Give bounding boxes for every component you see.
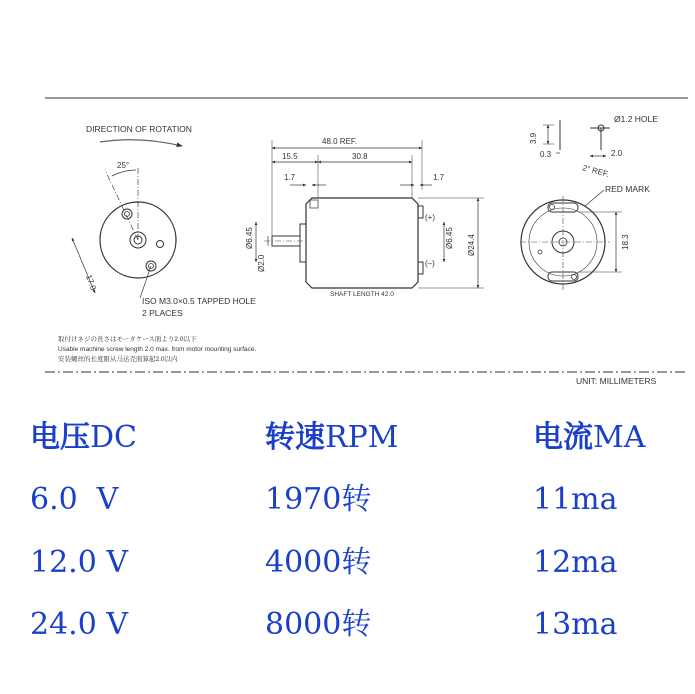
row3-speed: 8000转 bbox=[265, 607, 372, 642]
note-chinese: 安装螺丝的长度限从马达壳面算起2.0以内 bbox=[58, 356, 178, 363]
hole-1-2-label: Ø1.2 HOLE bbox=[614, 114, 658, 124]
dim-1-7-right-label: 1.7 bbox=[433, 173, 445, 182]
note-english: Usable machine screw length 2.0 max. from motor mounting surface. bbox=[58, 346, 257, 353]
dim-30-8-label: 30.8 bbox=[352, 152, 368, 161]
ref-48-label: 48.0 REF. bbox=[322, 137, 358, 146]
row2-voltage: 12.0 V bbox=[30, 545, 128, 580]
front-view-left bbox=[58, 124, 257, 363]
red-mark-label: RED MARK bbox=[605, 184, 650, 194]
row1-voltage: 6.0 V bbox=[30, 482, 119, 517]
unit-label: UNIT: MILLIMETERS bbox=[576, 376, 657, 386]
row2-speed: 4000转 bbox=[265, 545, 372, 580]
row3-current: 13ma bbox=[533, 607, 618, 642]
row2-current: 12ma bbox=[533, 545, 618, 580]
dim-2-0-terminal-label: 2.0 bbox=[611, 149, 623, 158]
two-places-label: 2 PLACES bbox=[142, 308, 183, 318]
dim-1-7-left-label: 1.7 bbox=[284, 173, 296, 182]
dim-18-3-label: 18.3 bbox=[621, 234, 630, 250]
row3-voltage: 24.0 V bbox=[30, 607, 128, 642]
note-japanese: 取付けネジの長さはモータケース面より2.0以下 bbox=[58, 336, 197, 343]
dim-24-4-label: Ø24.4 bbox=[467, 234, 476, 256]
header-speed: 转速RPM bbox=[265, 420, 399, 455]
rotation-arrow bbox=[100, 140, 182, 146]
plus-terminal-label: (+) bbox=[425, 213, 435, 222]
dim-15-5-label: 15.5 bbox=[282, 152, 298, 161]
direction-of-rotation-label: DIRECTION OF ROTATION bbox=[86, 124, 192, 134]
spec-table bbox=[0, 405, 695, 685]
iso-hole-label: ISO M3.0×0.5 TAPPED HOLE bbox=[142, 296, 256, 306]
header-voltage: 电压DC bbox=[30, 420, 138, 455]
ref-2-label: 2° REF. bbox=[581, 163, 611, 179]
header-current: 电流MA bbox=[533, 420, 646, 455]
rear-view-right bbox=[520, 114, 658, 292]
row1-speed: 1970转 bbox=[265, 482, 372, 517]
row1-current: 11ma bbox=[533, 482, 618, 517]
dim-2-0-label: Ø2.0 bbox=[257, 254, 266, 272]
dim-6-45-left-label: Ø6.45 bbox=[245, 227, 254, 249]
dim-0-3-label: 0.3 bbox=[540, 150, 552, 159]
side-view-middle bbox=[245, 137, 484, 298]
dim-6-45-right-label: Ø6.45 bbox=[445, 227, 454, 249]
shaft-length-label: SHAFT LENGTH 42.0 bbox=[330, 291, 394, 298]
angle-25-label: 25° bbox=[117, 161, 130, 170]
minus-terminal-label: (–) bbox=[425, 259, 435, 268]
dim-3-9-label: 3.9 bbox=[529, 132, 538, 144]
dim-17-label: 17.0 bbox=[84, 273, 98, 292]
